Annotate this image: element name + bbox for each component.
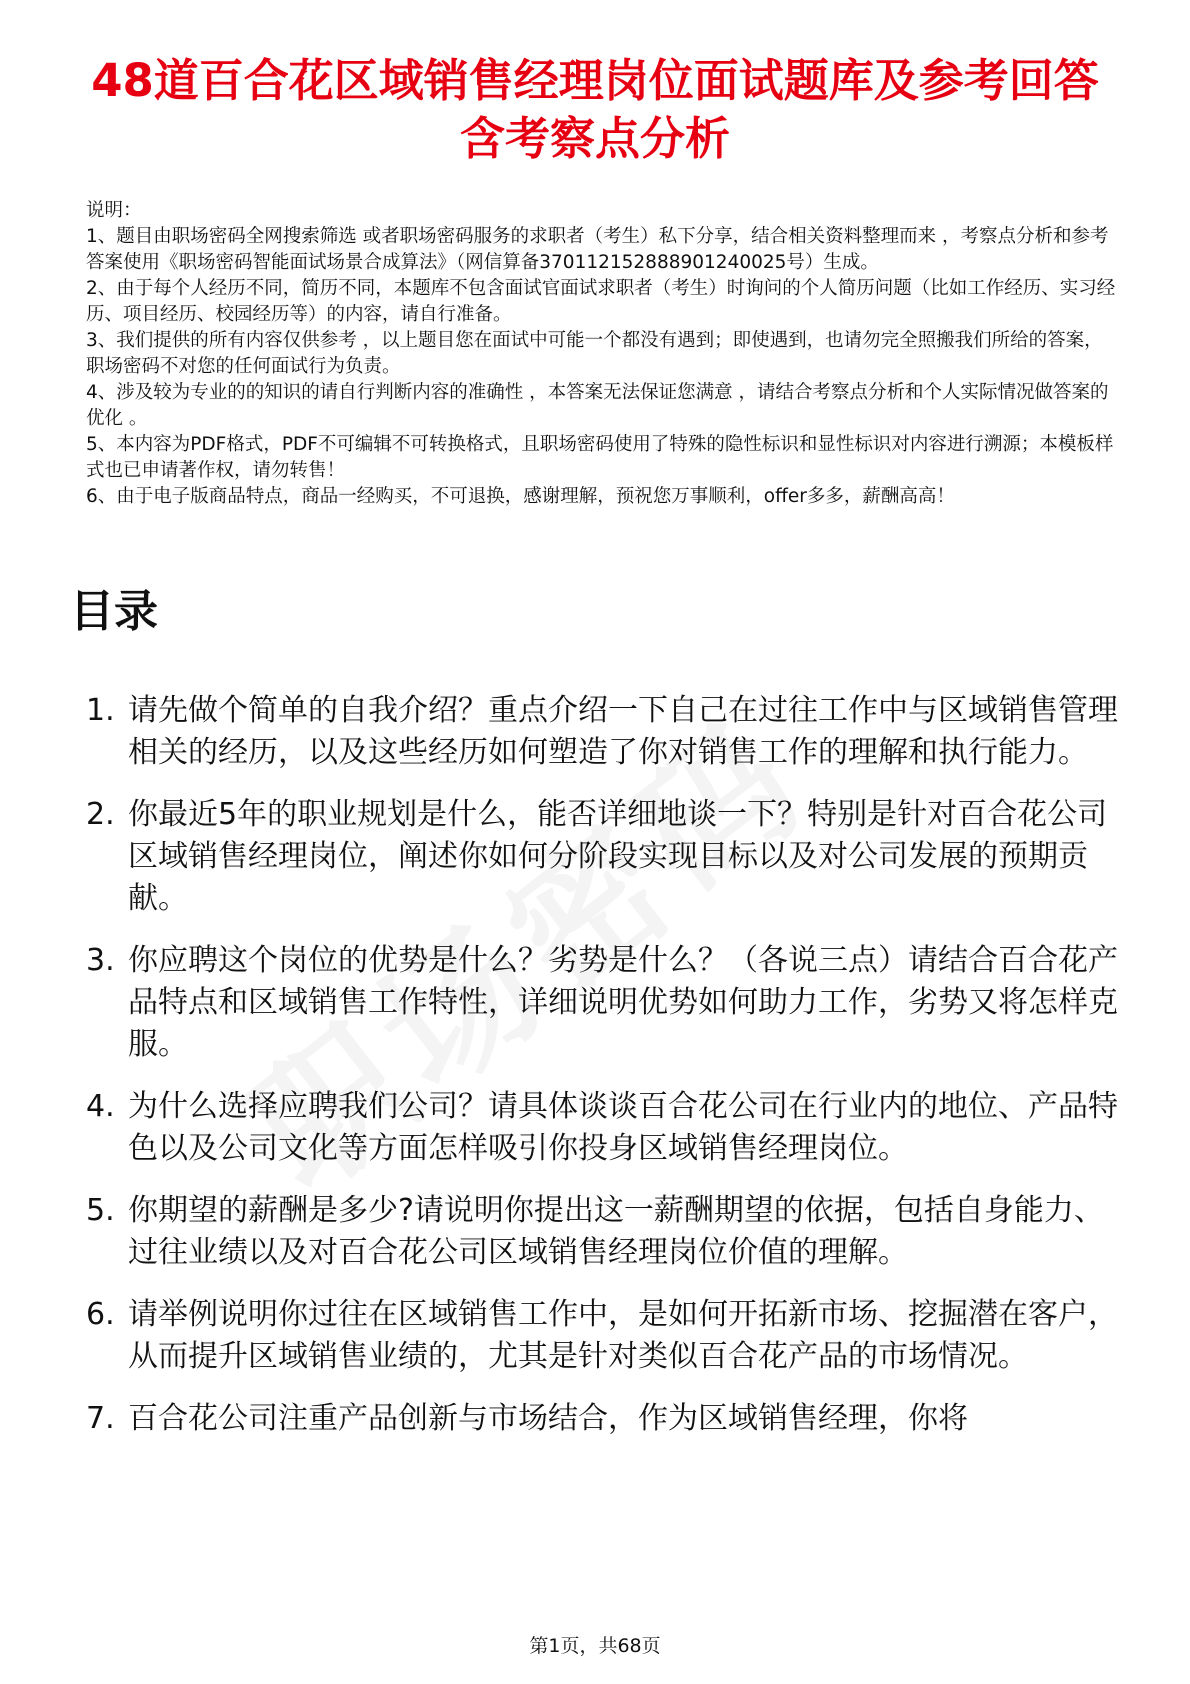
note-item: 1、题目由职场密码全网搜索筛选 或者职场密码服务的求职者（考生）私下分享，结合相关资料整理而来 ，考察点分析和参考答案使用《职场密码智能面试场景合成算法》（网信算备370112152888901240025号）生成。 [86,226,1109,273]
question-item[interactable] [86,1294,1126,1378]
note-item: 2、由于每个人经历不同，简历不同，本题库不包含面试官面试求职者（考生）时询问的个人简历问题（比如工作经历、实习经历、项目经历、校园经历等）的内容，请自行准备。 [86,278,1116,325]
toc-heading: 目录 [70,586,158,637]
question-text: 请举例说明你过往在区域销售工作中，是如何开拓新市场、挖掘潜在客户，从而提升区域销售业绩的，尤其是针对类似百合花产品的市场情况。 [128,1297,1118,1374]
question-number: 4. [86,1089,115,1124]
question-item[interactable] [86,690,1126,774]
question-number: 3. [86,943,115,978]
question-number: 5. [86,1193,115,1228]
document-title: 48道百合花区域销售经理岗位面试题库及参考回答含考察点分析 [91,54,1099,165]
question-text: 你最近5年的职业规划是什么，能否详细地谈一下？特别是针对百合花公司区域销售经理岗位，阐述你如何分阶段实现目标以及对公司发展的预期贡献。 [128,797,1108,916]
page-footer: 第1页，共68页 [529,1635,661,1657]
notes-section [86,198,1116,510]
question-number: 2. [86,797,115,832]
question-number: 7. [86,1401,115,1436]
note-item: 4、涉及较为专业的的知识的请自行判断内容的准确性 ，本答案无法保证您满意 ，请结合考察点分析和个人实际情况做答案的优化 。 [86,382,1109,429]
question-number: 1. [86,693,115,728]
note-item: 6、由于电子版商品特点，商品一经购买，不可退换，感谢理解，预祝您万事顺利，offer多多，薪酬高高！ [86,486,955,507]
question-item[interactable] [86,1398,1126,1440]
question-text: 你期望的薪酬是多少?请说明你提出这一薪酬期望的依据，包括自身能力、过往业绩以及对百合花公司区域销售经理岗位价值的理解。 [128,1193,1104,1270]
question-item[interactable] [86,794,1126,920]
note-item: 3、我们提供的所有内容仅供参考 ，以上题目您在面试中可能一个都没有遇到；即使遇到，也请勿完全照搬我们所给的答案，职场密码不对您的任何面试行为负责。 [86,330,1103,377]
notes-heading: 说明： [86,200,142,221]
question-item[interactable] [86,940,1126,1066]
question-text: 为什么选择应聘我们公司？请具体谈谈百合花公司在行业内的地位、产品特色以及公司文化等方面怎样吸引你投身区域销售经理岗位。 [128,1089,1118,1166]
question-number: 6. [86,1297,115,1332]
note-item: 5、本内容为PDF格式，PDF不可编辑不可转换格式，且职场密码使用了特殊的隐性标识和显性标识对内容进行溯源；本模板样式也已申请著作权，请勿转售！ [86,434,1114,481]
question-text: 百合花公司注重产品创新与市场结合，作为区域销售经理，你将 [128,1401,968,1436]
question-list [86,690,1126,1460]
question-text: 你应聘这个岗位的优势是什么？劣势是什么？（各说三点）请结合百合花产品特点和区域销售工作特性，详细说明优势如何助力工作，劣势又将怎样克服。 [128,943,1118,1062]
question-item[interactable] [86,1190,1126,1274]
question-item[interactable] [86,1086,1126,1170]
question-text: 请先做个简单的自我介绍？重点介绍一下自己在过往工作中与区域销售管理相关的经历，以及这些经历如何塑造了你对销售工作的理解和执行能力。 [128,693,1118,770]
